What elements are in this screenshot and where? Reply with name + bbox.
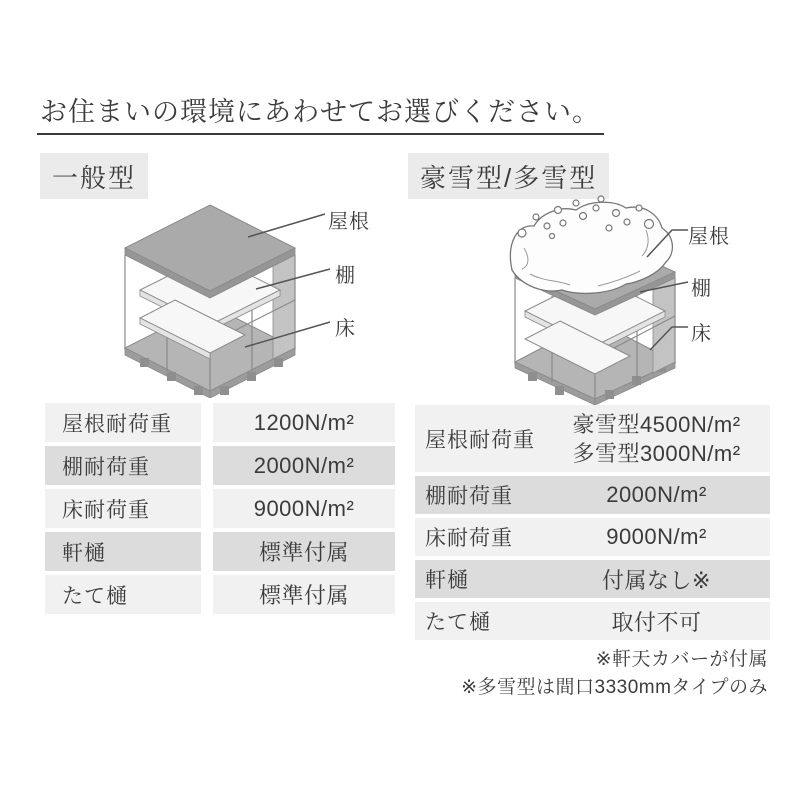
row-label: 軒樋 [425, 569, 469, 592]
label-shelf-general: 棚 [335, 265, 356, 287]
row-label: 軒樋 [45, 532, 201, 571]
spec-table-general [45, 403, 395, 618]
table-row [415, 518, 770, 556]
label-roof-general: 屋根 [328, 211, 370, 233]
shed-roof [125, 205, 295, 291]
row-value: 2000N/m² [606, 482, 707, 507]
row-label: 屋根耐荷重 [425, 428, 535, 452]
row-label: たて樋 [45, 575, 201, 614]
table-row [45, 575, 395, 614]
row-label: 棚耐荷重 [45, 446, 201, 485]
footnote: ※軒天カバーが付属 [595, 649, 768, 670]
row-label: 棚耐荷重 [425, 485, 513, 508]
table-row [45, 403, 395, 442]
label-floor-snow: 床 [691, 323, 712, 345]
row-value: 付属なし※ [602, 567, 711, 593]
row-label: たて樋 [425, 611, 491, 634]
footnote: ※多雪型は間口3330mmタイプのみ [461, 677, 768, 698]
section-heading-snow: 豪雪型/多雪型 [408, 153, 609, 199]
table-row [415, 602, 770, 640]
table-row [415, 476, 770, 514]
label-floor-general: 床 [335, 318, 356, 340]
page-title: お住まいの環境にあわせてお選びください。 [40, 97, 600, 127]
row-value: 2000N/m² [213, 446, 395, 485]
table-row [45, 489, 395, 528]
row-value: 標準付属 [213, 575, 395, 614]
row-value: 取付不可 [611, 609, 702, 635]
title-underline [37, 133, 604, 135]
row-label: 床耐荷重 [425, 527, 513, 550]
row-label: 屋根耐荷重 [45, 403, 201, 442]
label-shelf-snow: 棚 [691, 278, 712, 300]
shed-illustration-snow [400, 190, 730, 405]
shed-illustration-general [40, 193, 370, 398]
row-value: 9000N/m² [606, 524, 707, 549]
row-value-line2: 多雪型3000N/m² [572, 440, 741, 466]
spec-table-snow [415, 405, 770, 644]
section-heading-general: 一般型 [40, 153, 148, 199]
table-row [45, 532, 395, 571]
table-row [415, 560, 770, 598]
row-value [553, 410, 760, 468]
footnotes [400, 646, 768, 702]
table-row [415, 405, 770, 472]
label-roof-snow: 屋根 [688, 226, 730, 248]
row-value: 標準付属 [213, 532, 395, 571]
row-value-line1: 豪雪型4500N/m² [572, 411, 741, 437]
row-value: 9000N/m² [213, 489, 395, 528]
row-value: 1200N/m² [213, 403, 395, 442]
table-row [45, 446, 395, 485]
row-label: 床耐荷重 [45, 489, 201, 528]
